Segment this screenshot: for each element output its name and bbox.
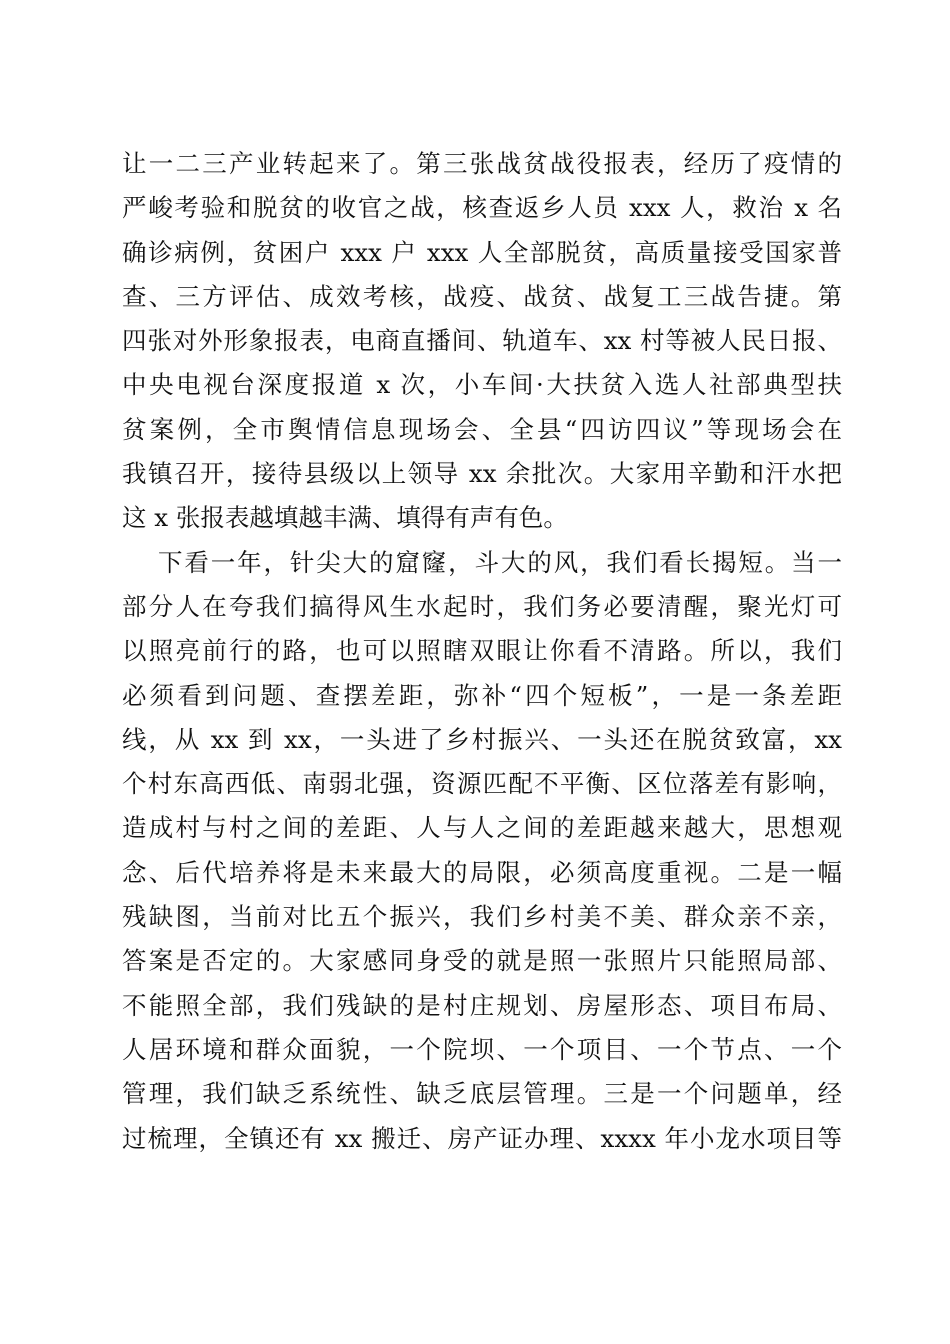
text-line: 线，从 xx 到 xx，一头进了乡村振兴、一头还在脱贫致富，xx (122, 724, 842, 754)
text-line: 部分人在夸我们搞得风生水起时，我们务必要清醒，聚光灯可 (122, 591, 842, 621)
text-line: 过梳理，全镇还有 xx 搬迁、房产证办理、xxxx 年小龙水项目等 (122, 1123, 842, 1153)
text-line: 四张对外形象报表，电商直播间、轨道车、xx 村等被人民日报、 (122, 326, 842, 356)
body-text (122, 142, 842, 1161)
text-line: 我镇召开，接待县级以上领导 xx 余批次。大家用辛勤和汗水把 (122, 459, 842, 489)
paragraph-end-line: 这 x 张报表越填越丰满、填得有声有色。 (122, 503, 568, 533)
text-line: 确诊病例，贫困户 xxx 户 xxx 人全部脱贫，高质量接受国家普 (122, 237, 842, 267)
text-line: 必须看到问题、查摆差距，弥补“四个短板”，一是一条差距 (122, 680, 842, 710)
text-line: 中央电视台深度报道 x 次，小车间·大扶贫入选人社部典型扶 (122, 370, 842, 400)
text-line: 残缺图，当前对比五个振兴，我们乡村美不美、群众亲不亲， (122, 902, 842, 932)
text-line: 念、后代培养将是未来最大的局限，必须高度重视。二是一幅 (122, 857, 842, 887)
text-line: 人居环境和群众面貌，一个院坝、一个项目、一个节点、一个 (122, 1034, 842, 1064)
text-line: 不能照全部，我们残缺的是村庄规划、房屋形态、项目布局、 (122, 990, 842, 1020)
text-line: 贫案例，全市舆情信息现场会、全县“四访四议”等现场会在 (122, 414, 842, 444)
text-line: 造成村与村之间的差距、人与人之间的差距越来越大，思想观 (122, 813, 842, 843)
text-line: 严峻考验和脱贫的收官之战，核查返乡人员 xxx 人，救治 x 名 (122, 193, 842, 223)
text-line: 以照亮前行的路，也可以照瞎双眼让你看不清路。所以，我们 (122, 636, 842, 666)
paragraph-start-line: 下看一年，针尖大的窟窿，斗大的风，我们看长揭短。当一 (158, 547, 842, 577)
text-line: 答案是否定的。大家感同身受的就是照一张照片只能照局部、 (122, 946, 842, 976)
text-line: 管理，我们缺乏系统性、缺乏底层管理。三是一个问题单，经 (122, 1079, 842, 1109)
text-line: 个村东高西低、南弱北强，资源匹配不平衡、区位落差有影响， (122, 769, 842, 799)
text-line: 让一二三产业转起来了。第三张战贫战役报表，经历了疫情的 (122, 149, 842, 178)
text-line: 查、三方评估、成效考核，战疫、战贫、战复工三战告捷。第 (122, 281, 842, 311)
